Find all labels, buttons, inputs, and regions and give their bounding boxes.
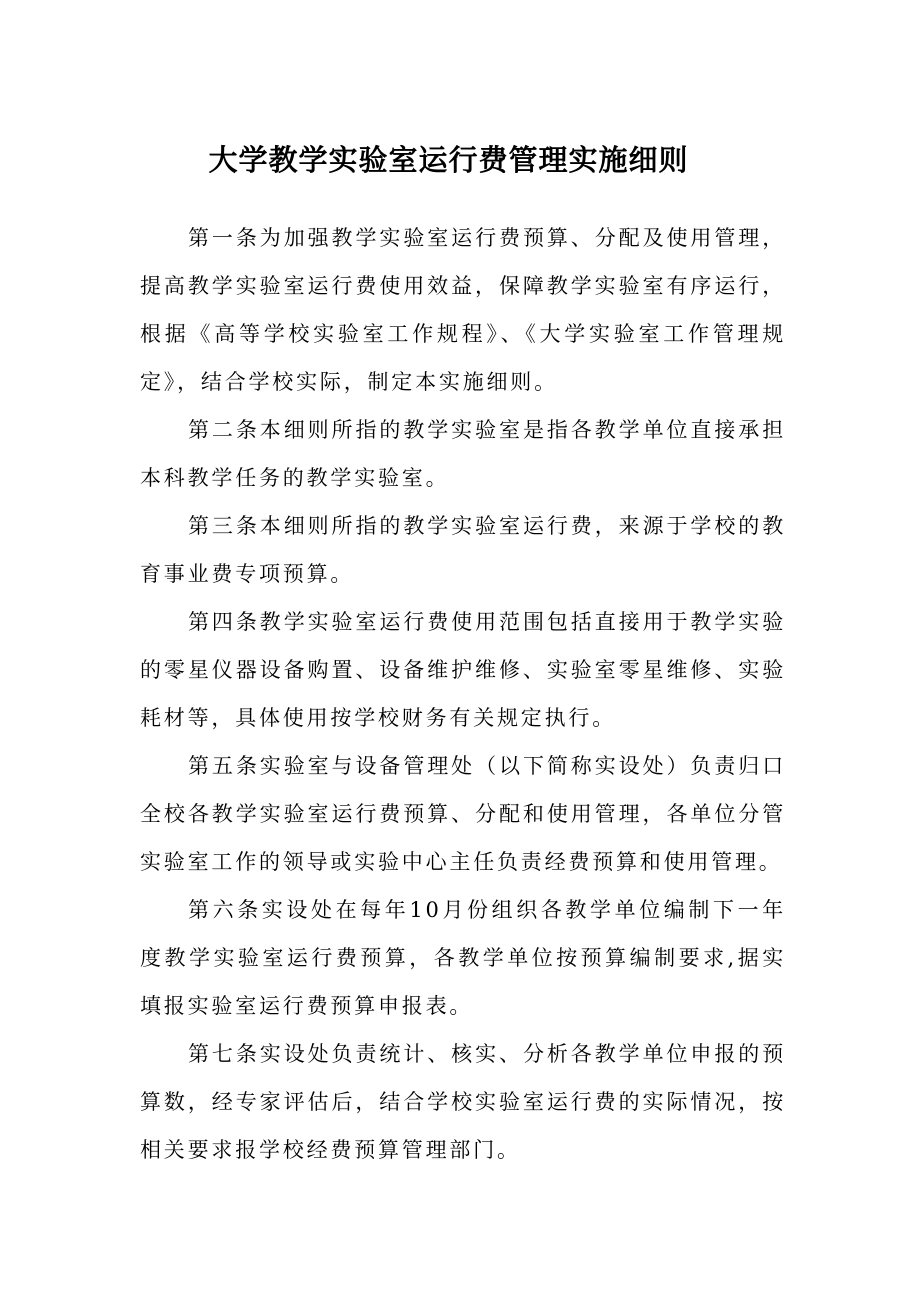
article-4: 第四条教学实验室运行费使用范围包括直接用于教学实验的零星仪器设备购置、设备维护维修、实验室零星维修、实验耗材等，具体使用按学校财务有关规定执行。 xyxy=(140,610,786,730)
article-5: 第五条实验室与设备管理处（以下简称实设处）负责归口全校各教学实验室运行费预算、分配和使用管理，各单位分管实验室工作的领导或实验中心主任负责经费预算和使用管理。 xyxy=(140,754,786,874)
document-title: 大学教学实验室运行费管理实施细则 xyxy=(208,143,689,177)
article-1: 第一条为加强教学实验室运行费预算、分配及使用管理，提高教学实验室运行费使用效益，保障教学实验室有序运行，根据《高等学校实验室工作规程》、《大学实验室工作管理规定》，结合学校实际，制定本实施细则。 xyxy=(140,226,786,394)
article-6: 第六条实设处在每年10月份组织各教学单位编制下一年度教学实验室运行费预算，各教学单位按预算编制要求,据实填报实验室运行费预算申报表。 xyxy=(140,898,786,1018)
article-3: 第三条本细则所指的教学实验室运行费，来源于学校的教育事业费专项预算。 xyxy=(140,514,786,586)
article-2: 第二条本细则所指的教学实验室是指各教学单位直接承担本科教学任务的教学实验室。 xyxy=(140,418,786,490)
article-7: 第七条实设处负责统计、核实、分析各教学单位申报的预算数，经专家评估后，结合学校实验室运行费的实际情况，按相关要求报学校经费预算管理部门。 xyxy=(140,1042,786,1162)
